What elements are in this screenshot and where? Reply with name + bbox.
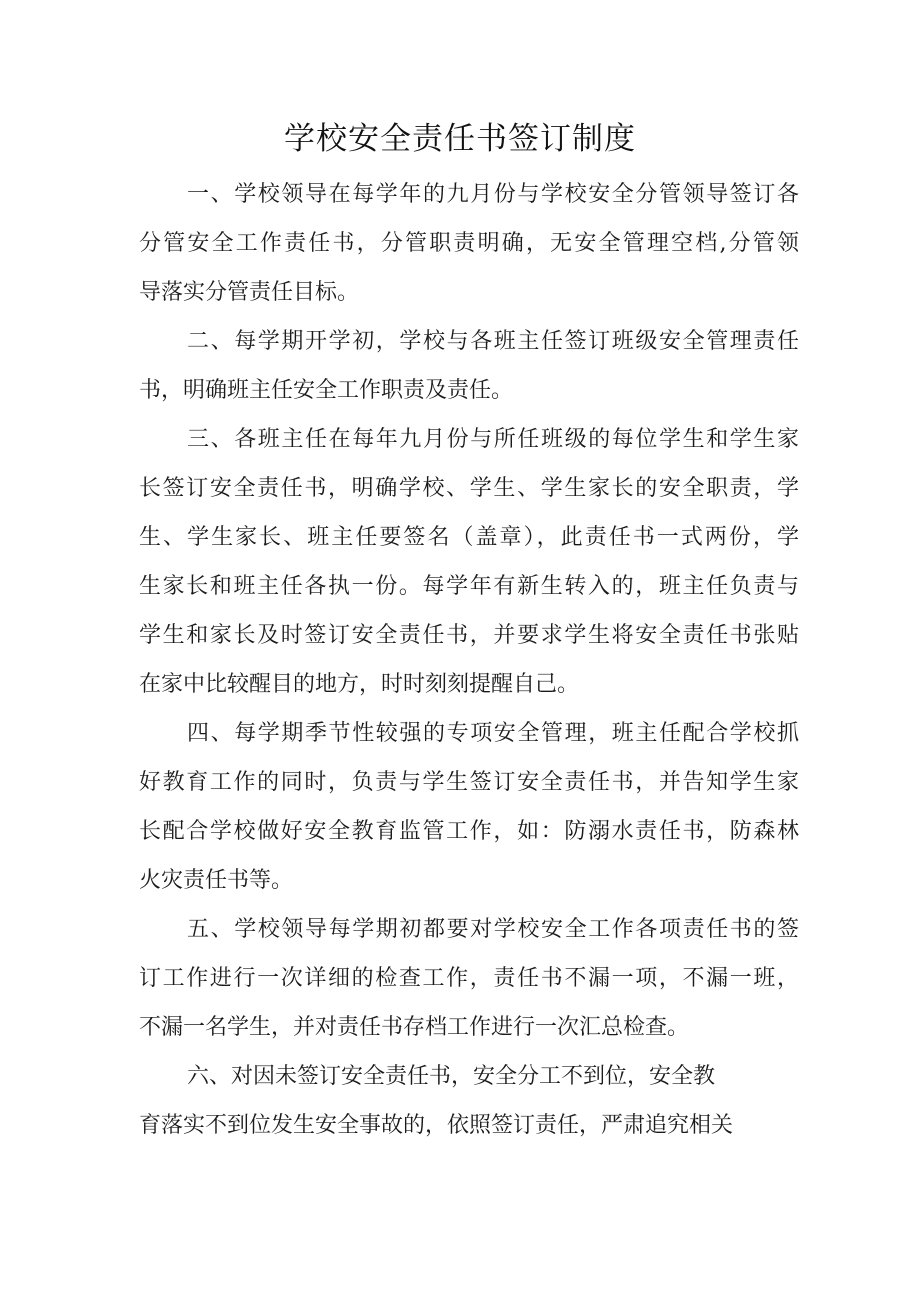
paragraph-line: 五、学校领导每学期初都要对学校安全工作各项责任书的签 — [187, 917, 799, 942]
paragraph-line: 育落实不到位发生安全事故的，依照签订责任，严肃追究相关 — [139, 1113, 734, 1138]
paragraph-line: 订工作进行一次详细的检查工作，责任书不漏一项，不漏一班， — [139, 966, 799, 991]
paragraph-line: 在家中比较醒目的地方，时时刻刻提醒自己。 — [139, 672, 580, 697]
paragraph-line: 长配合学校做好安全教育监管工作，如：防溺水责任书，防森林 — [139, 819, 799, 844]
paragraph-line: 三、各班主任在每年九月份与所任班级的每位学生和学生家 — [187, 427, 799, 452]
paragraph-3 — [139, 415, 799, 709]
paragraph-1 — [139, 170, 799, 317]
document-body — [139, 170, 799, 1150]
paragraph-line: 二、每学期开学初，学校与各班主任签订班级安全管理责任 — [187, 329, 799, 354]
paragraph-line: 六、对因未签订安全责任书，安全分工不到位，安全教 — [187, 1064, 716, 1089]
paragraph-4 — [139, 709, 799, 905]
paragraph-5 — [139, 905, 799, 1052]
paragraph-line: 好教育工作的同时，负责与学生签订安全责任书，并告知学生家 — [139, 770, 799, 795]
paragraph-2 — [139, 317, 799, 415]
paragraph-line: 火灾责任书等。 — [139, 868, 294, 893]
paragraph-line: 书，明确班主任安全工作职责及责任。 — [139, 378, 514, 403]
paragraph-line: 学生和家长及时签订安全责任书，并要求学生将安全责任书张贴 — [139, 623, 799, 648]
paragraph-line: 生、学生家长、班主任要签名（盖章），此责任书一式两份，学 — [139, 525, 799, 550]
paragraph-line: 生家长和班主任各执一份。每学年有新生转入的，班主任负责与 — [139, 574, 799, 599]
paragraph-6 — [139, 1052, 799, 1150]
paragraph-line: 长签订安全责任书，明确学校、学生、学生家长的安全职责，学 — [139, 476, 799, 501]
paragraph-line: 不漏一名学生，并对责任书存档工作进行一次汇总检查。 — [139, 1015, 690, 1040]
paragraph-line: 一、学校领导在每学年的九月份与学校安全分管领导签订各 — [187, 182, 799, 207]
document-title: 学校安全责任书签订制度 — [284, 121, 636, 157]
paragraph-line: 导落实分管责任目标。 — [139, 280, 360, 305]
paragraph-line: 分管安全工作责任书，分管职责明确，无安全管理空档,分管领 — [139, 231, 799, 256]
paragraph-line: 四、每学期季节性较强的专项安全管理，班主任配合学校抓 — [187, 721, 799, 746]
